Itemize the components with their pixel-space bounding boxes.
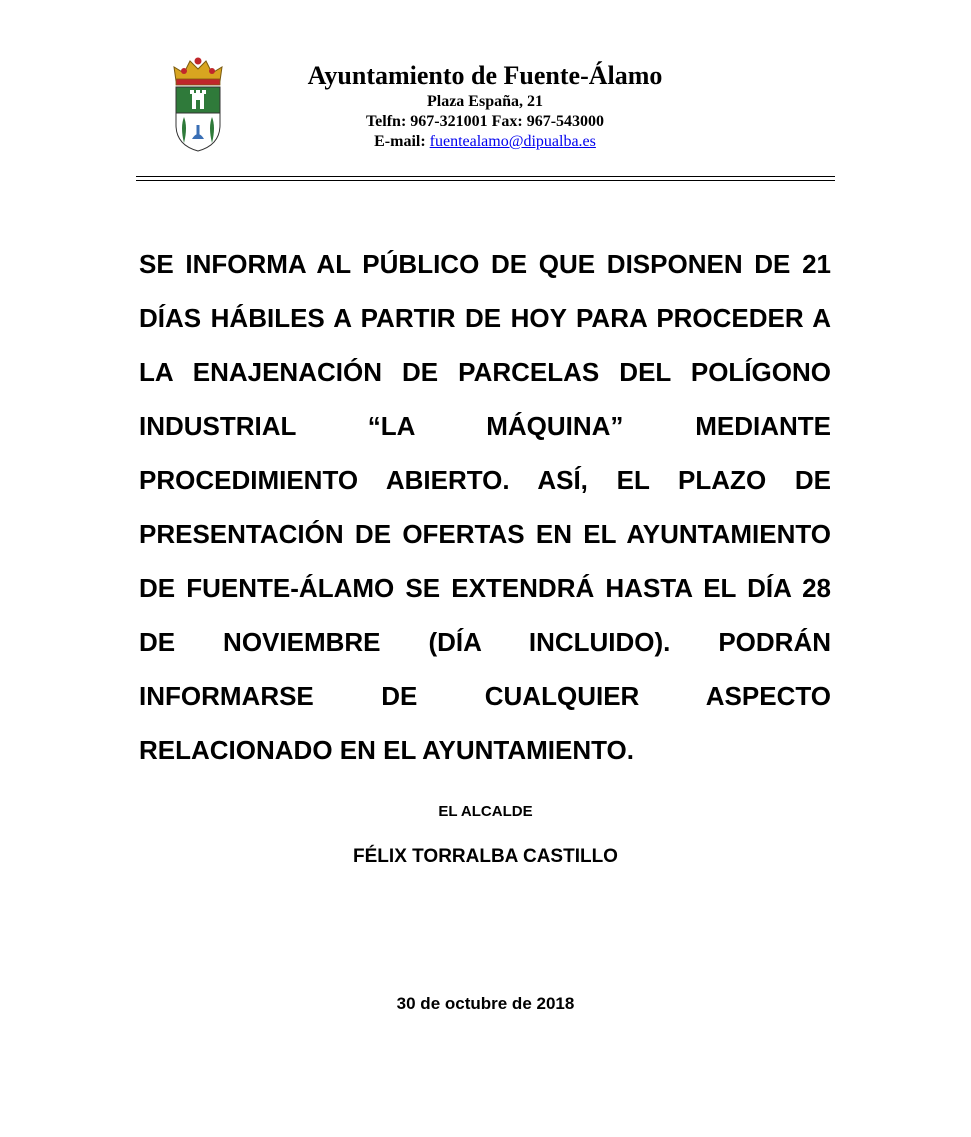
public-notice-body: SE INFORMA AL PÚBLICO DE QUE DISPONEN DE 21 DÍAS HÁBILES A PARTIR DE HOY PARA PROCEDER A LA ENAJENACIÓN DE PARCELAS DEL POLÍGONO INDUSTRIAL “LA MÁQUINA” MEDIANTE PROCEDIMIENTO ABIERTO. ASÍ, EL PLAZO DE PRESENTACIÓN DE OFERTAS EN EL AYUNTAMIENTO DE FUENTE-ÁLAMO SE EXTENDRÁ HASTA EL DÍA 28 DE NOVIEMBRE (DÍA INCLUIDO). PODRÁN INFORMARSE DE CUALQUIER ASPECTO RELACIONADO EN EL AYUNTAMIENTO. xyxy=(139,249,831,765)
municipality-title: Ayuntamiento de Fuente-Álamo xyxy=(307,61,663,90)
letterhead xyxy=(240,60,730,152)
municipal-coat-of-arms-icon xyxy=(162,55,234,155)
signatory-name: FÉLIX TORRALBA CASTILLO xyxy=(353,846,618,867)
email-line xyxy=(240,132,730,152)
email-label: E-mail: xyxy=(374,133,426,150)
header-divider-top xyxy=(136,176,835,177)
header-divider-bottom xyxy=(136,180,835,181)
address-line: Plaza España, 21 xyxy=(426,93,543,110)
document-date: 30 de octubre de 2018 xyxy=(396,994,575,1013)
signatory-role: EL ALCALDE xyxy=(438,803,533,820)
phone-fax-line: Telfn: 967-321001 Fax: 967-543000 xyxy=(365,113,605,130)
email-link[interactable]: fuentealamo@dipualba.es xyxy=(429,133,596,150)
